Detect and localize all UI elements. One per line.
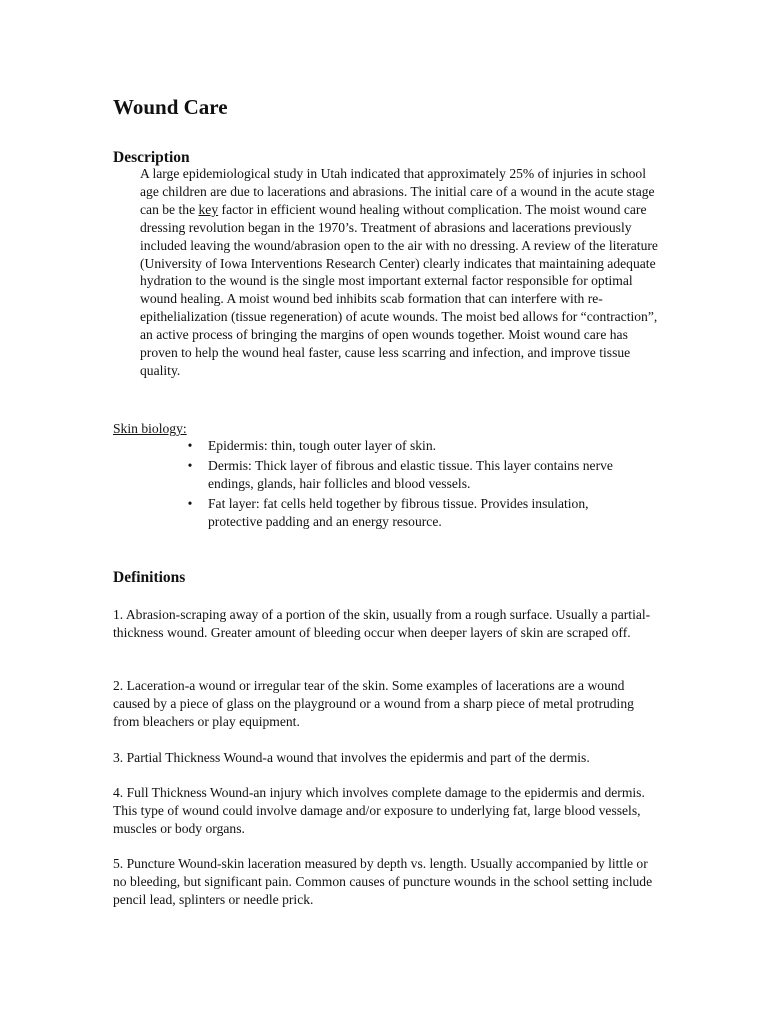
skin-biology-item-fat-layer: Fat layer: fat cells held together by fibrous tissue. Provides insulation, protective padding and an energy resource. [208, 495, 589, 529]
page-title: Wound Care [113, 95, 228, 119]
description-key-word: key [198, 201, 219, 217]
list-item [185, 457, 645, 493]
description-text-start: A large epidemiological study in Utah indicated that approximately 25% of injuries in school age children are due to lacerations and abrasions. The initial care of a wound in the acute stage can be the [140, 166, 655, 217]
bullet-icon: • [187, 495, 193, 511]
skin-biology-label: Skin biology: [113, 421, 187, 436]
description-text-end: factor in efficient wound healing without complication. The moist wound care dressing revolution began in the 1970’s. Treatment of abrasions and lacerations previously included leaving the wound/abrasion open to the air with no dressing. A review of the literature (University of Iowa Interventions Research Center) clearly indicates that maintaining adequate hydration to the wound is the single most important external factor responsible for optimal wound healing. A moist wound bed inhibits scab formation that can interfere with re-epithelialization (tissue regeneration) of acute wounds. The moist bed allows for “contraction”, an active process of bringing the margins of open wounds together. Moist wound care has proven to help the wound heal faster, cause less scarring and infection, and improve tissue quality. [140, 201, 658, 378]
list-item [185, 437, 645, 455]
definition-partial-thickness: 3. Partial Thickness Wound-a wound that involves the epidermis and part of the dermis. [113, 750, 590, 765]
definition-full-thickness: 4. Full Thickness Wound-an injury which involves complete damage to the epidermis and dermis. This type of wound could involve damage and/or exposure to underlying fat, large blood vessels, muscles or body organs. [113, 785, 645, 836]
description-heading: Description [113, 149, 190, 166]
skin-biology-item-epidermis: Epidermis: thin, tough outer layer of skin. [208, 438, 437, 453]
bullet-icon: • [187, 438, 193, 453]
list-item [185, 495, 645, 531]
description-paragraph [140, 165, 660, 380]
definitions-heading: Definitions [113, 569, 186, 586]
skin-biology-list [185, 437, 645, 533]
bullet-icon: • [187, 457, 193, 473]
definition-laceration: 2. Laceration-a wound or irregular tear of the skin. Some examples of lacerations are a wound caused by a piece of glass on the playground or a wound from a sharp piece of metal protruding from bleachers or play equipment. [113, 678, 634, 729]
definition-abrasion: 1. Abrasion-scraping away of a portion of the skin, usually from a rough surface. Usually a partial-thickness wound. Greater amount of bleeding occur when deeper layers of skin are scraped off. [113, 607, 651, 640]
definition-puncture: 5. Puncture Wound-skin laceration measured by depth vs. length. Usually accompanied by little or no bleeding, but significant pain. Common causes of puncture wounds in the school setting include pencil lead, splinters or needle prick. [113, 856, 653, 907]
skin-biology-item-dermis: Dermis: Thick layer of fibrous and elastic tissue. This layer contains nerve endings, glands, hair follicles and blood vessels. [208, 457, 613, 491]
